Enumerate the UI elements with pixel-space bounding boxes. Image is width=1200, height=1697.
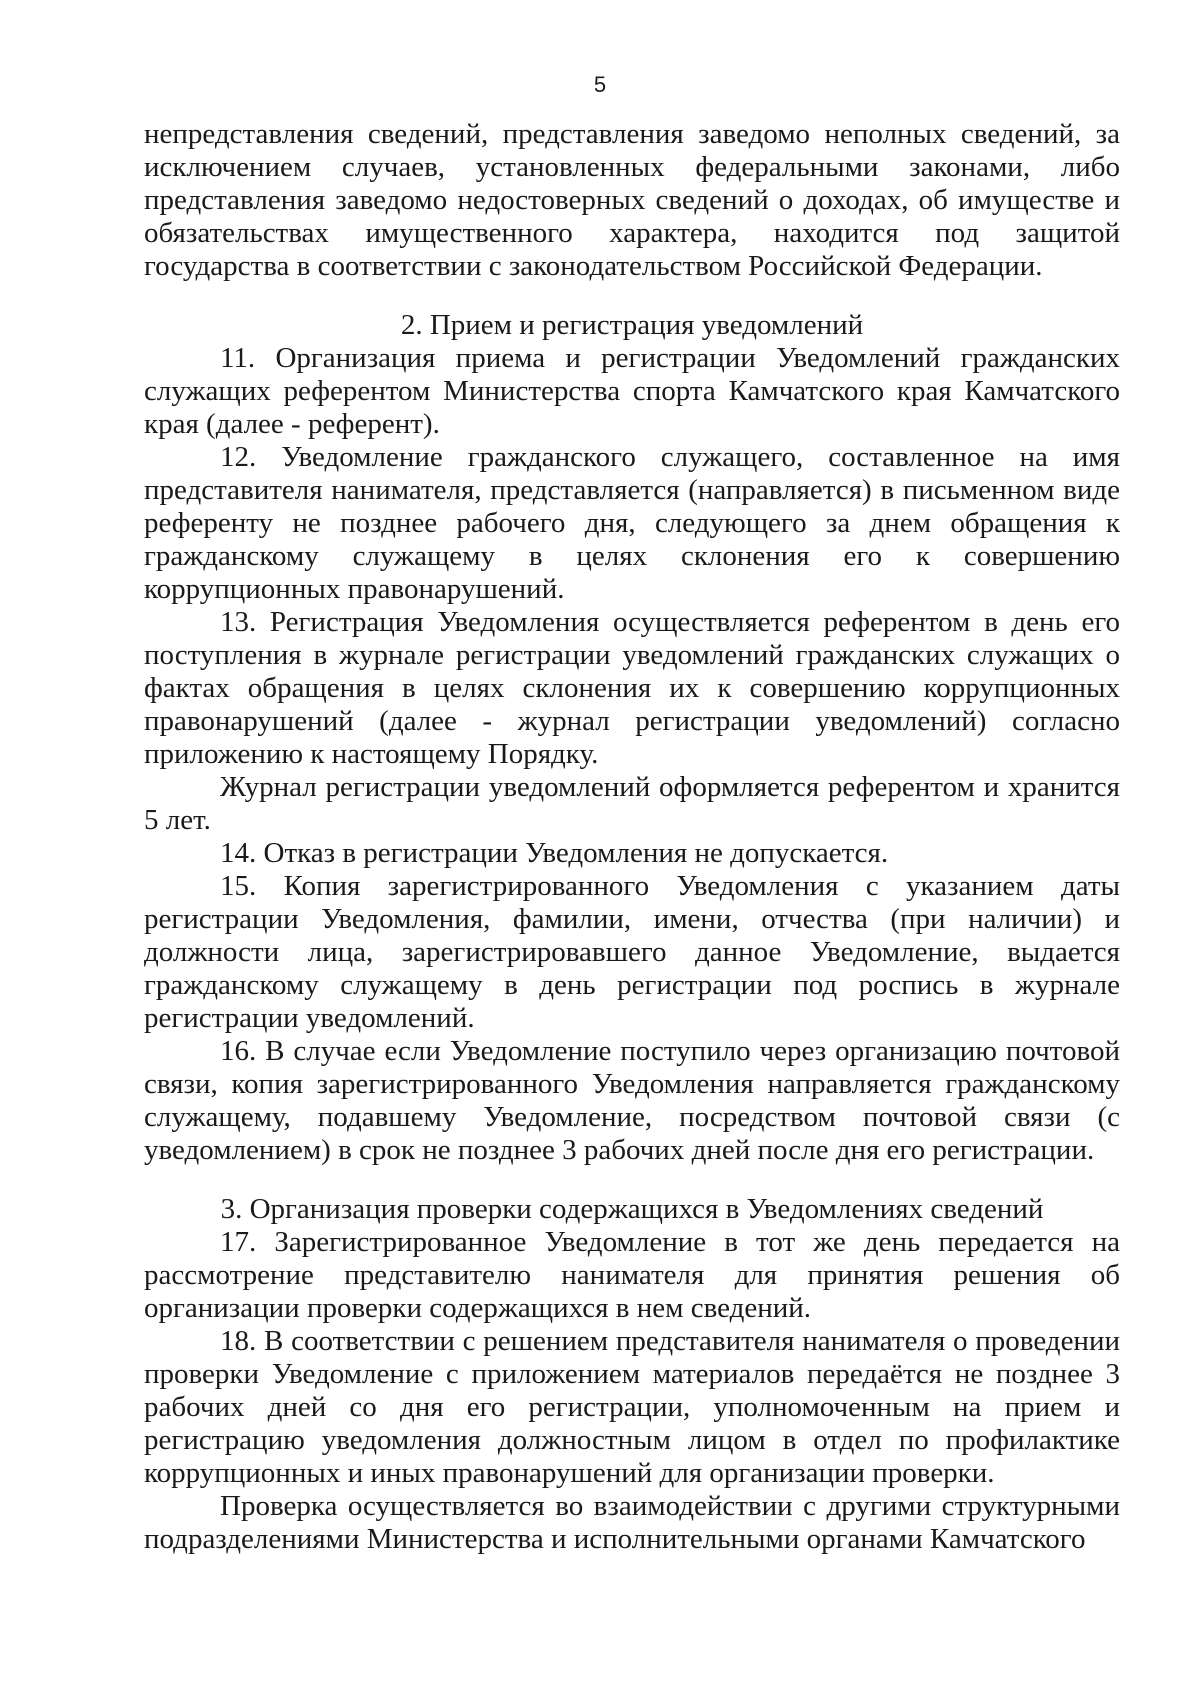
page-number: 5: [593, 72, 607, 97]
paragraph-11: 11. Организация приема и регистрации Уведомлений гражданских служащих референтом Министерства спорта Камчатского края Камчатского края (далее - референт).: [144, 342, 1120, 440]
section-2-heading: 2. Прием и регистрация уведомлений: [400, 309, 864, 341]
paragraph-14: 14. Отказ в регистрации Уведомления не допускается.: [220, 837, 889, 869]
paragraph-13: 13. Регистрация Уведомления осуществляется референтом в день его поступления в журнале регистрации уведомлений гражданских служащих о фактах обращения в целях склонения их к совершению коррупционных правонарушений (далее - журнал регистрации уведомлений) согласно приложению к настоящему Порядку.: [144, 606, 1120, 770]
paragraph-18-check: Проверка осуществляется во взаимодействии с другими структурными подразделениями Министерства и исполнительными органами Камчатского: [144, 1490, 1120, 1555]
paragraph-18: 18. В соответствии с решением представителя нанимателя о проведении проверки Уведомление с приложением материалов передаётся не позднее 3 рабочих дней со дня его регистрации, уполномоченным на прием и регистрацию уведомления должностным лицом в отдел по профилактике коррупционных и иных правонарушений для организации проверки.: [144, 1325, 1120, 1489]
paragraph-16: 16. В случае если Уведомление поступило через организацию почтовой связи, копия зарегистрированного Уведомления направляется гражданскому служащему, подавшему Уведомление, посредством почтовой связи (с уведомлением) в срок не позднее 3 рабочих дней после дня его регистрации.: [144, 1035, 1120, 1166]
paragraph-13-journal: Журнал регистрации уведомлений оформляется референтом и хранится 5 лет.: [144, 771, 1120, 836]
paragraph-continued: непредставления сведений, представления заведомо неполных сведений, за исключением случаев, установленных федеральными законами, либо представления заведомо недостоверных сведений о доходах, об имуществе и обязательствах имущественного характера, находится под защитой государства в соответствии с законодательством Российской Федерации.: [144, 118, 1120, 282]
paragraph-17: 17. Зарегистрированное Уведомление в тот же день передается на рассмотрение представителю нанимателя для принятия решения об организации проверки содержащихся в нем сведений.: [144, 1226, 1120, 1324]
document-body: [144, 118, 1120, 1556]
section-3-heading: 3. Организация проверки содержащихся в Уведомлениях сведений: [220, 1193, 1044, 1225]
paragraph-15: 15. Копия зарегистрированного Уведомления с указанием даты регистрации Уведомления, фамилии, имени, отчества (при наличии) и должности лица, зарегистрировавшего данное Уведомление, выдается гражданскому служащему в день регистрации под роспись в журнале регистрации уведомлений.: [144, 870, 1120, 1034]
paragraph-12: 12. Уведомление гражданского служащего, составленное на имя представителя нанимателя, представляется (направляется) в письменном виде референту не позднее рабочего дня, следующего за днем обращения к гражданскому служащему в целях склонения его к совершению коррупционных правонарушений.: [144, 441, 1120, 605]
